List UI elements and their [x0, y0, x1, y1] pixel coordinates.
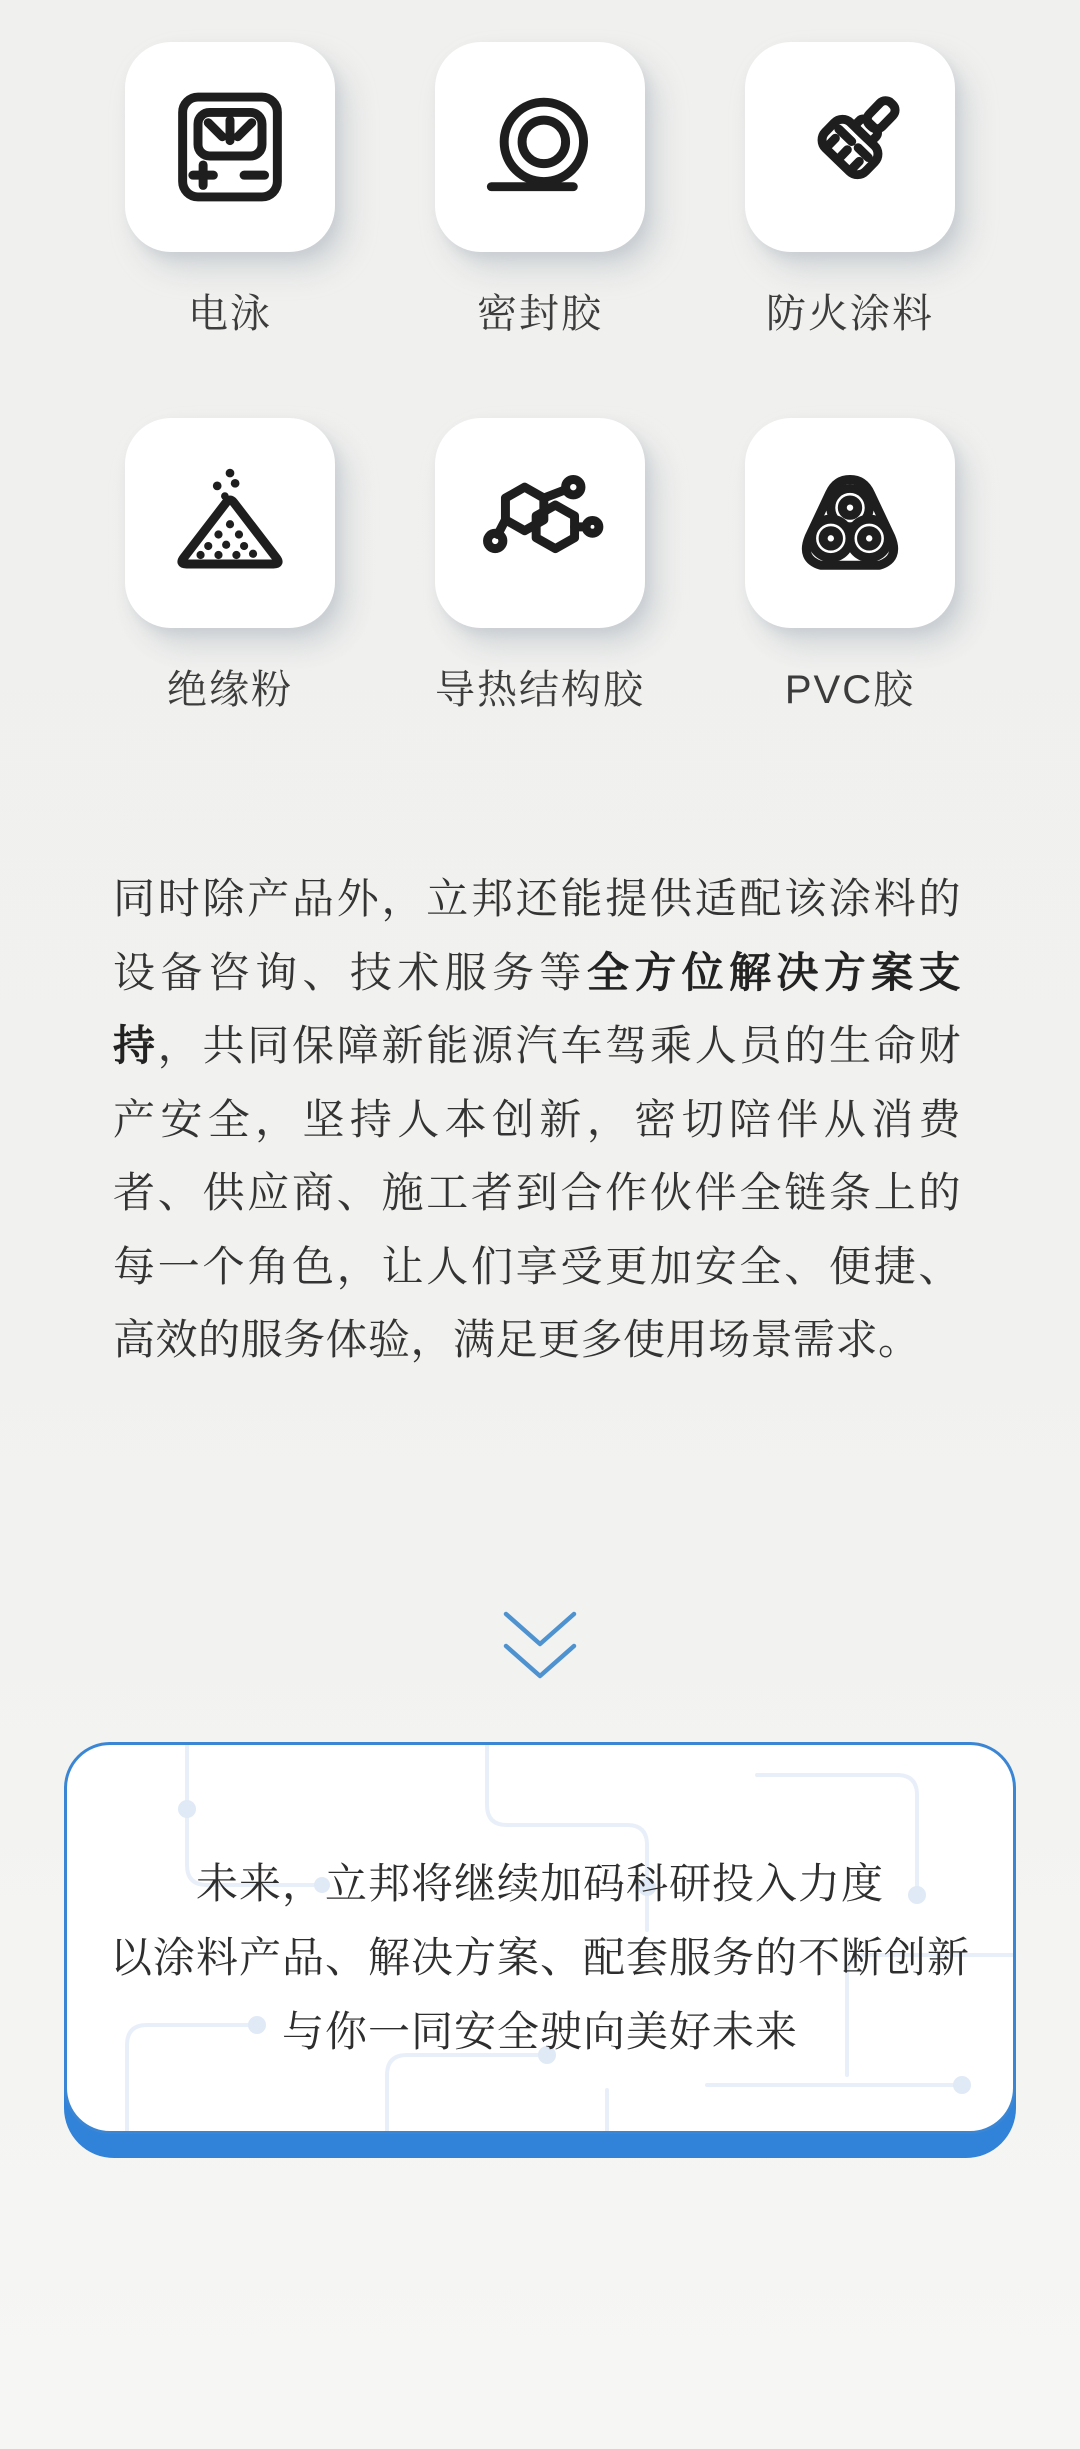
future-box	[64, 1742, 1016, 2134]
electrophoresis-meter-icon	[166, 83, 294, 211]
sealant-tape-roll-icon	[476, 83, 604, 211]
product-card-electrophoresis	[125, 42, 335, 252]
future-box-shadow-band	[64, 1742, 1016, 2158]
pvc-rolls-icon	[786, 459, 914, 587]
product-label: 导热结构胶	[435, 668, 645, 712]
product-label: PVC胶	[784, 668, 916, 712]
product-label: 绝缘粉	[167, 668, 293, 712]
future-line-3: 与你一同安全驶向美好未来	[281, 2008, 798, 2055]
double-chevron-down-icon	[503, 1611, 577, 1681]
product-label: 密封胶	[477, 292, 603, 336]
insulating-powder-pile-icon	[166, 459, 294, 587]
product-card-fireproof-coating	[745, 42, 955, 252]
thermal-adhesive-molecule-icon	[476, 459, 604, 587]
future-line-2: 以涂料产品、解决方案、配套服务的不断创新	[109, 1934, 970, 1981]
paragraph-text-bold: 全方位解决方案支持	[113, 948, 961, 1069]
body-paragraph	[113, 862, 961, 1377]
product-label: 电泳	[188, 292, 272, 336]
future-statement	[67, 1745, 1013, 2069]
paragraph-text-post: ，共同保障新能源汽车驾乘人员的生命财产安全，坚持人本创新，密切陪伴从消费者、供应商、施工者到合作伙伴全链条上的每一个角色，让人们享受更加安全、便捷、高效的服务体验，满足更多使用场景需求。	[113, 1022, 961, 1363]
product-label: 防火涂料	[766, 292, 934, 336]
fireproof-paint-brush-icon	[786, 83, 914, 211]
future-line-1: 未来，立邦将继续加码科研投入力度	[195, 1860, 884, 1907]
product-card-pvc-adhesive	[745, 418, 955, 628]
product-card-thermal-adhesive	[435, 418, 645, 628]
product-card-sealant	[435, 42, 645, 252]
product-card-insulating-powder	[125, 418, 335, 628]
paragraph-text-pre: 同时除产品外，立邦还能提供适配该涂料的设备咨询、技术服务等	[113, 875, 961, 996]
